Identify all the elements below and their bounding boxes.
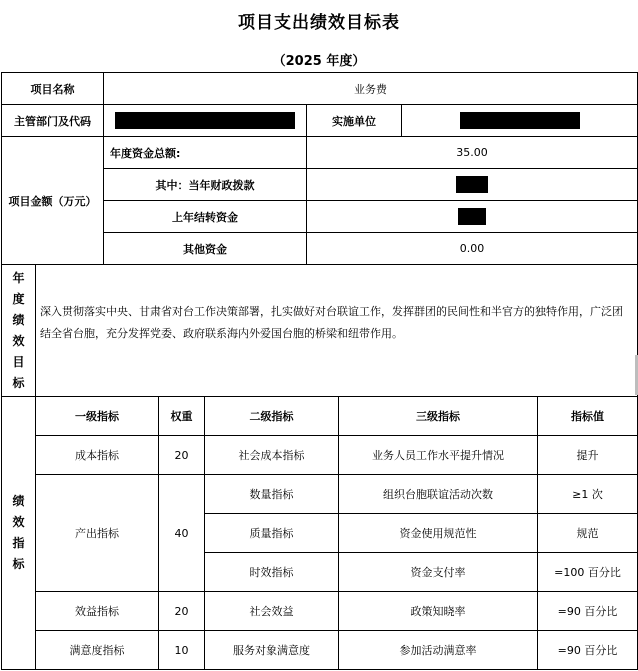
level1-cell: 成本指标	[36, 436, 159, 475]
amount-table	[1, 136, 638, 265]
redaction-block	[456, 176, 488, 193]
fiscal-value-redacted	[307, 169, 638, 201]
page-title: 项目支出绩效目标表	[238, 13, 400, 33]
performance-label-text: 绩效指标	[12, 494, 25, 571]
header-level1: 一级指标	[36, 397, 159, 436]
annual-goal-label	[2, 265, 36, 397]
redaction-block	[460, 112, 580, 129]
redaction-block	[115, 112, 295, 129]
weight-cell: 40	[159, 475, 205, 592]
level2-cell: 社会效益	[205, 592, 339, 631]
carryover-value-redacted	[307, 201, 638, 233]
project-info-table	[1, 72, 638, 137]
value-cell: 提升	[538, 436, 638, 475]
table-row	[2, 436, 638, 475]
value-cell: =90 百分比	[538, 592, 638, 631]
project-name-value: 业务费	[104, 73, 638, 105]
annual-goal-label-text: 年度绩效目标	[12, 270, 25, 390]
level3-cell: 资金使用规范性	[339, 514, 538, 553]
performance-table	[1, 396, 638, 670]
total-label: 年度资金总额:	[104, 137, 307, 169]
fiscal-label: 其中：当年财政拨款	[104, 169, 307, 201]
header-weight: 权重	[159, 397, 205, 436]
total-value: 35.00	[307, 137, 638, 169]
dept-value-redacted	[104, 105, 307, 137]
level2-cell: 服务对象满意度	[205, 631, 339, 670]
level2-cell: 质量指标	[205, 514, 339, 553]
value-cell: =100 百分比	[538, 553, 638, 592]
other-value: 0.00	[307, 233, 638, 265]
level1-cell: 产出指标	[36, 475, 159, 592]
level2-cell: 时效指标	[205, 553, 339, 592]
level1-cell: 效益指标	[36, 592, 159, 631]
level3-cell: 业务人员工作水平提升情况	[339, 436, 538, 475]
annual-goal-table	[1, 264, 638, 397]
project-name-label: 项目名称	[2, 73, 104, 105]
value-cell: =90 百分比	[538, 631, 638, 670]
table-row	[2, 631, 638, 670]
level3-cell: 参加活动满意率	[339, 631, 538, 670]
level2-cell: 社会成本指标	[205, 436, 339, 475]
weight-cell: 20	[159, 592, 205, 631]
weight-cell: 20	[159, 436, 205, 475]
value-cell: ≥1 次	[538, 475, 638, 514]
level3-cell: 资金支付率	[339, 553, 538, 592]
header-level2: 二级指标	[205, 397, 339, 436]
header-level3: 三级指标	[339, 397, 538, 436]
amount-label: 项目金额（万元）	[2, 137, 104, 265]
level1-cell: 满意度指标	[36, 631, 159, 670]
year-subtitle: （2025 年度）	[272, 54, 366, 69]
level3-cell: 政策知晓率	[339, 592, 538, 631]
level2-cell: 数量指标	[205, 475, 339, 514]
level3-cell: 组织台胞联谊活动次数	[339, 475, 538, 514]
dept-label: 主管部门及代码	[2, 105, 104, 137]
weight-cell: 10	[159, 631, 205, 670]
value-cell: 规范	[538, 514, 638, 553]
impl-unit-value-redacted	[402, 105, 638, 137]
table-row	[2, 592, 638, 631]
header-value: 指标值	[538, 397, 638, 436]
carryover-label: 上年结转资金	[104, 201, 307, 233]
redaction-block	[458, 208, 486, 225]
table-row	[2, 475, 638, 514]
performance-label	[2, 397, 36, 670]
impl-unit-label: 实施单位	[307, 105, 402, 137]
other-label: 其他资金	[104, 233, 307, 265]
annual-goal-text: 深入贯彻落实中央、甘肃省对台工作决策部署，扎实做好对台联谊工作，发挥群团的民间性和半官方的独特作用，广泛团结全省台胞，充分发挥党委、政府联系海内外爱国台胞的桥梁和纽带作用。	[36, 265, 638, 397]
